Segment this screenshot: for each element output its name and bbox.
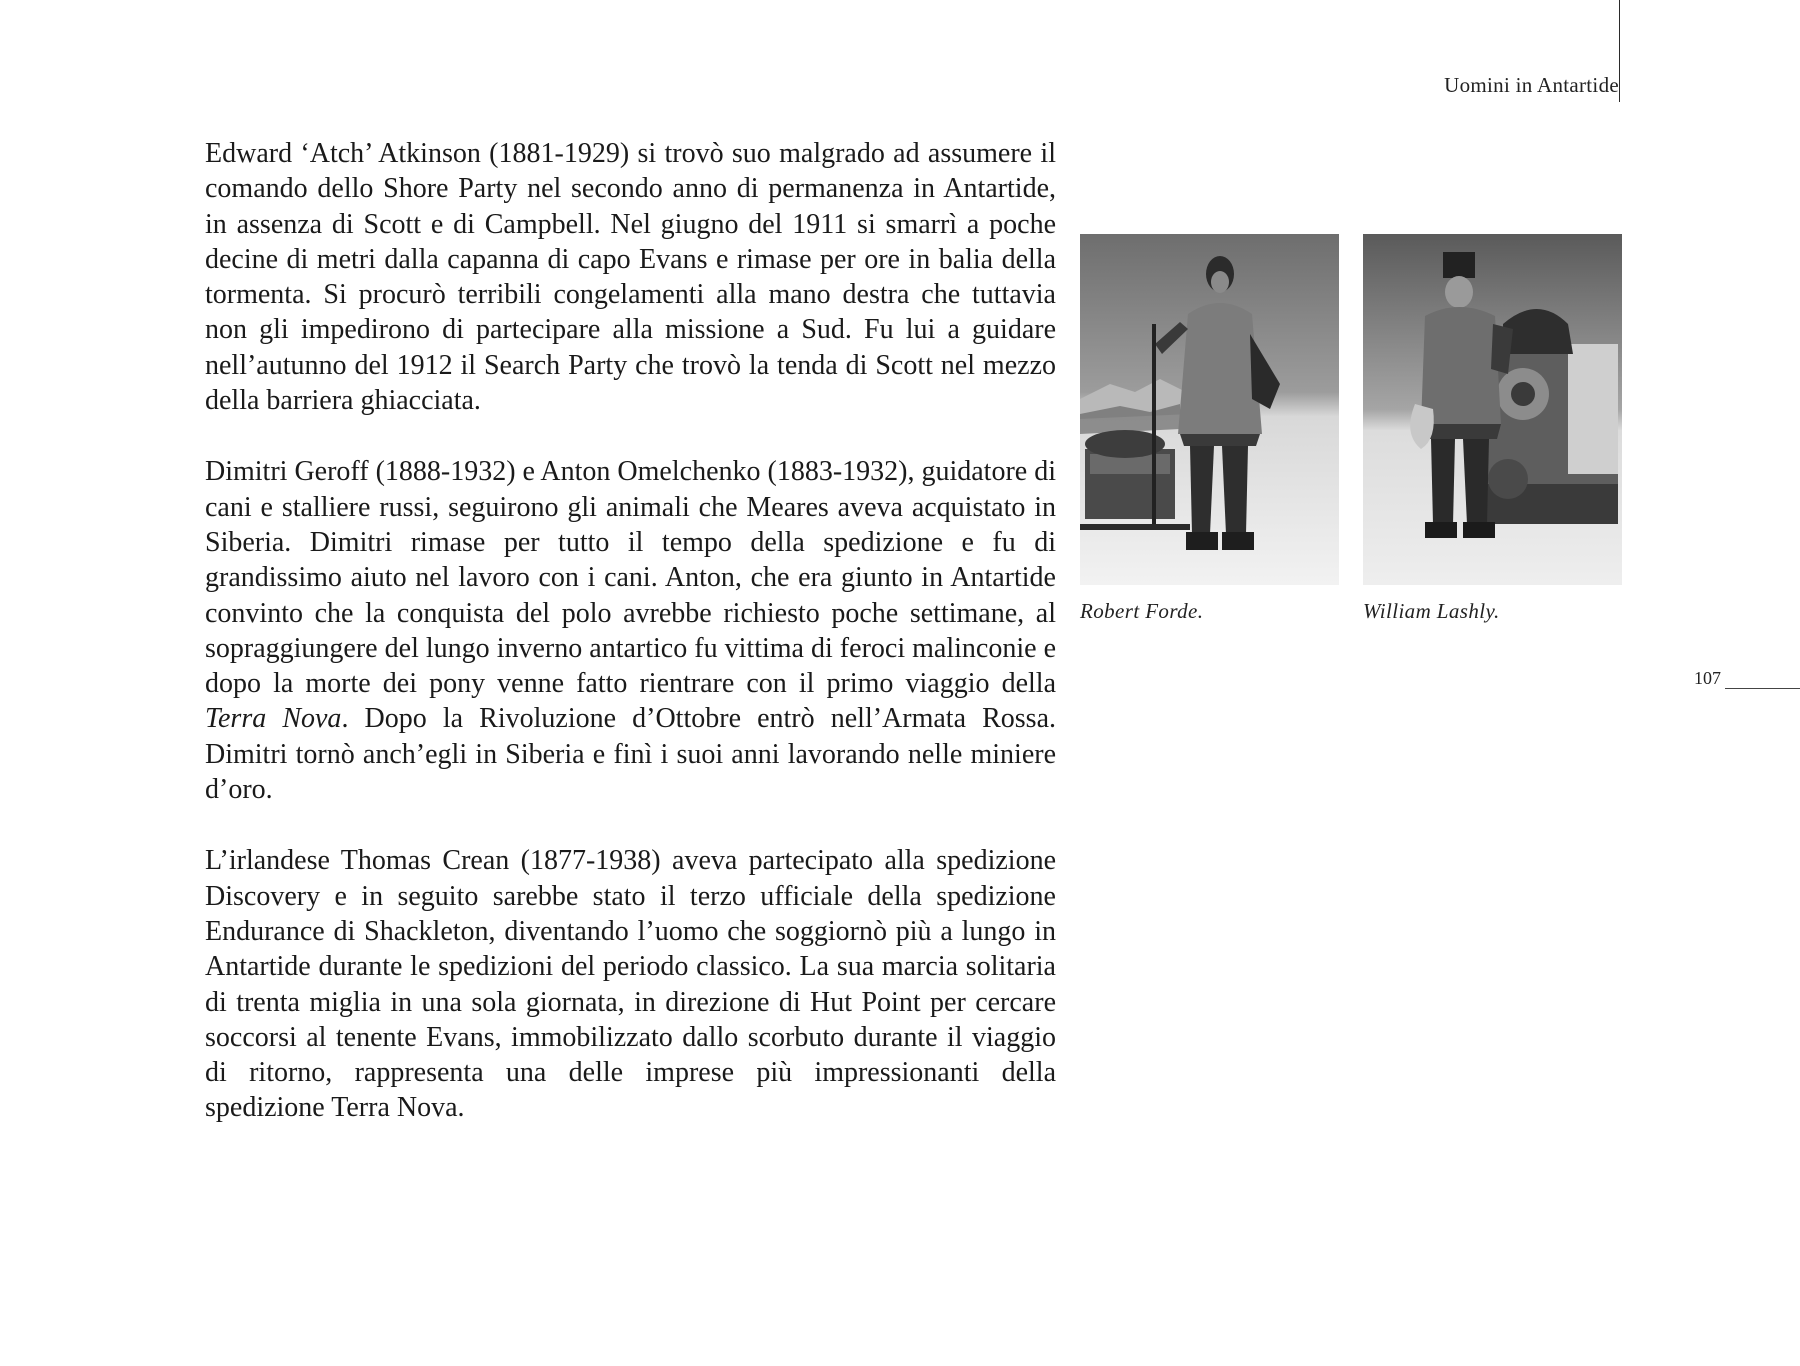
figure-robert-forde (1080, 234, 1339, 624)
paragraph-text: . Dopo la Rivoluzione d’Ottobre entrò nell’Armata Rossa. Dimitri tornò anch’egli in Siberia e finì i suoi anni lavorando nelle miniere d’oro. (205, 703, 1056, 806)
text-column (205, 136, 1056, 1162)
page-number: 107 (1694, 668, 1721, 688)
paragraph-atkinson: Edward ‘Atch’ Atkinson (1881-1929) si trovò suo malgrado ad assumere il comando dello Shore Party nel secondo anno di permanenza in Antartide, in assenza di Scott e di Campbell. Nel giugno del 1911 si smarrì a poche decine di metri dalla capanna di capo Evans e rimase per ore in balia della tormenta. Si procurò terribili congelamenti alla mano destra che tuttavia non gli impedirono di partecipare alla missione a Sud. Fu lui a guidare nell’autunno del 1912 il Search Party che trovò la tenda di Scott nel mezzo della barriera ghiacciata. (205, 138, 1056, 417)
photo-robert-forde (1080, 234, 1339, 585)
caption-robert-forde: Robert Forde. (1080, 599, 1204, 623)
page-number-rule (1725, 688, 1800, 689)
figure-william-lashly (1363, 234, 1622, 624)
photo-william-lashly (1363, 234, 1622, 585)
paragraph-geroff-omelchenko (205, 454, 1056, 807)
ship-name: Terra Nova (205, 703, 342, 735)
running-head: Uomini in Antartide (1444, 73, 1619, 97)
header-rule (1619, 0, 1620, 102)
paragraph-crean: L’irlandese Thomas Crean (1877-1938) aveva partecipato alla spedizione Discovery e in seguito sarebbe stato il terzo ufficiale della spedizione Endurance di Shackleton, diventando l’uomo che soggiornò più a lungo in Antartide durante le spedizioni del periodo classico. La sua marcia solitaria di trenta miglia in una sola giornata, in direzione di Hut Point per cercare soccorsi al tenente Evans, immobilizzato dallo scorbuto durante il viaggio di ritorno, rappresenta una delle imprese più impressionanti della spedizione Terra Nova. (205, 845, 1056, 1124)
paragraph-text: Dimitri Geroff (1888-1932) e Anton Omelchenko (1883-1932), guidatore di cani e stalliere russi, seguirono gli animali che Meares aveva acquistato in Siberia. Dimitri rimase per tutto il tempo della spedizione e fu di grandissimo aiuto nel lavoro con i cani. Anton, che era giunto in Antartide convinto che la conquista del polo avrebbe richiesto poche settimane, al sopraggiungere del lungo inverno antartico fu vittima di feroci malinconie e dopo la morte dei pony venne fatto rientrare con il primo viaggio della (205, 456, 1056, 700)
caption-william-lashly: William Lashly. (1363, 599, 1500, 623)
